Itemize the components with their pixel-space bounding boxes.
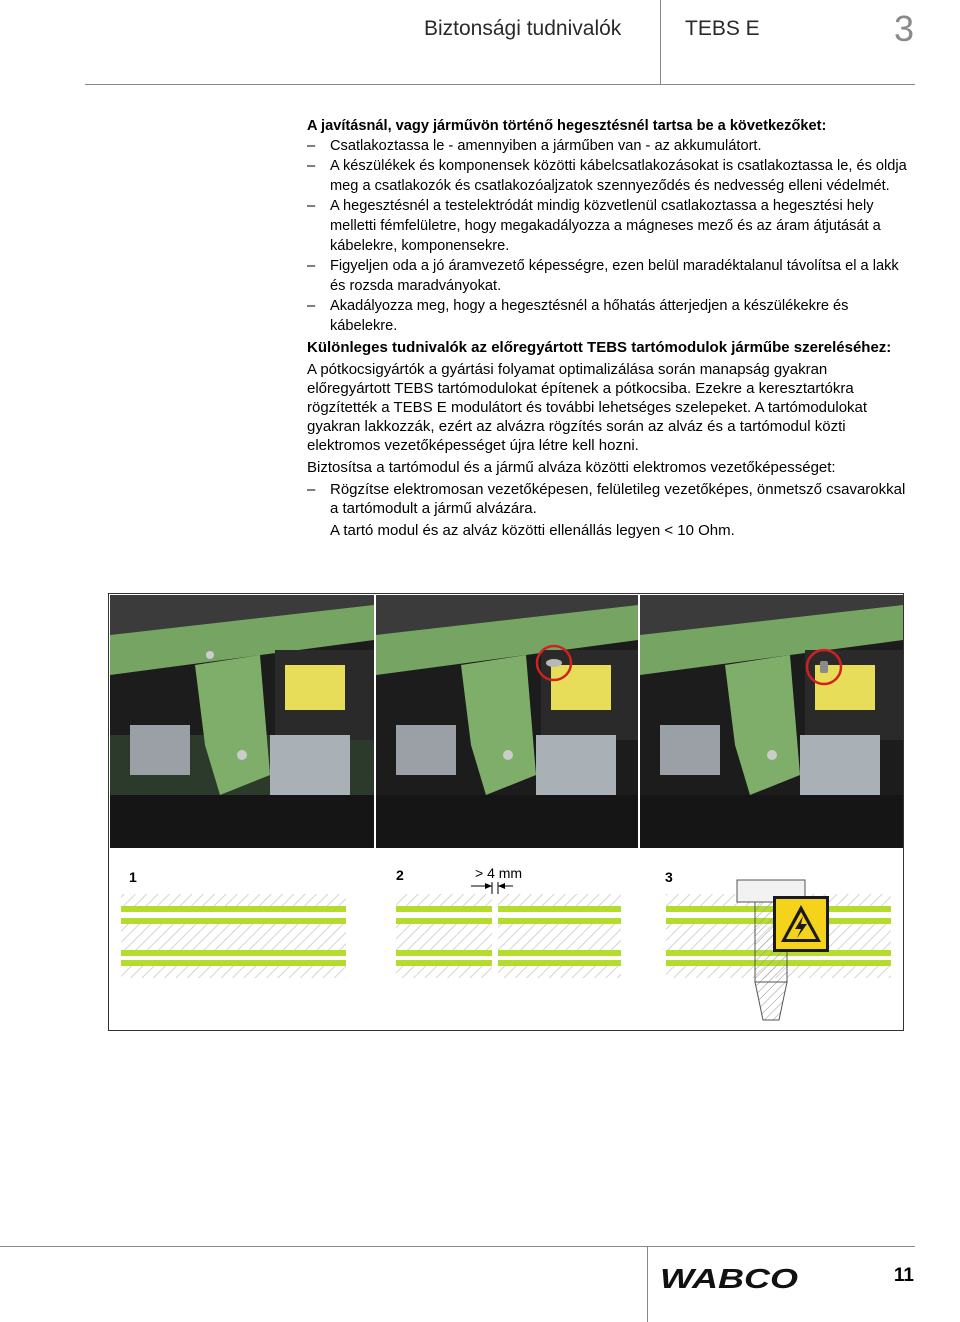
resistance-note: A tartó modul és az alváz közötti ellenállás legyen < 10 Ohm. xyxy=(330,522,735,539)
photo-2 xyxy=(376,595,638,848)
cross-section-diagram xyxy=(109,852,903,1030)
figure-label-1: 1 xyxy=(129,869,137,885)
electric-warning-icon xyxy=(773,896,829,952)
header-divider-vertical xyxy=(660,0,661,84)
header-rule xyxy=(85,84,915,85)
page-number: 11 xyxy=(893,1265,914,1286)
dimension-label: > 4 mm xyxy=(475,865,523,881)
footer-divider-vertical xyxy=(647,1246,648,1322)
modules-heading: Különleges tudnivalók az előregyártott TEBS tartómodulok járműbe szereléséhez: xyxy=(307,339,892,356)
section-2-layers xyxy=(396,882,621,980)
svg-text:WABCO: WABCO xyxy=(660,1264,799,1292)
photo-1 xyxy=(110,595,374,848)
list-item: – Akadályozza meg, hogy a hegesztésnél a hőhatás átterjedjen a készülékekre és kábelekre. xyxy=(307,296,907,336)
list-item: – Rögzítse elektromosan vezetőképesen, felületileg vezetőképes, önmetsző csavarokkal a tartómodult a jármű alvázára. xyxy=(307,480,907,518)
section-3-layers xyxy=(666,880,891,1020)
figure-label-2: 2 xyxy=(396,867,404,883)
wabco-logo xyxy=(660,1264,800,1292)
section-title: Biztonsági tudnivalók xyxy=(424,17,622,40)
list-item: – A hegesztésnél a testelektródát mindig közvetlenül csatlakoztassa a hegesztési hely melletti fémfelületre, hogy megakadályozza a mágneses mező és az áram átjutását a kábelekre, komponensekre. xyxy=(307,196,907,256)
section-1-layers xyxy=(121,894,346,978)
welding-list xyxy=(307,136,907,336)
chapter-number: 3 xyxy=(893,8,914,49)
list-item: – Figyeljen oda a jó áramvezető képességre, ezen belül maradéktalanul távolítsa el a lakk és rozsda maradványokat. xyxy=(307,256,907,296)
ensure-line: Biztosítsa a tartómodul és a jármű alváza közötti elektromos vezetőképességet: xyxy=(307,459,836,476)
list-item: – A készülékek és komponensek közötti kábelcsatlakozásokat is csatlakoztassa le, és oldja meg a csatlakozók és csatlakozóaljzatok szennyeződés és nedvesség elleni védelmét. xyxy=(307,156,907,196)
modules-paragraph: A pótkocsigyártók a gyártási folyamat optimalizálása során manapság gyakran előregyártott TEBS tartómodulokat építenek a pótkocsiba. Ezekre a keresztartókra rögzítették a TEBS E modulátort és további lehetséges szelepeket. A tartómodulokat gyakran lakkozzák, ezért az alvázra rögzítés során az alváz és a tartómodul közti elektromos vezetőképességet újra létre kell hozni. xyxy=(307,361,868,454)
welding-heading: A javításnál, vagy járművön történő hegesztésnél tartsa be a következőket: xyxy=(307,118,827,134)
page-content xyxy=(307,116,907,540)
product-title: TEBS E xyxy=(685,17,760,40)
mounting-figure xyxy=(108,593,904,1031)
ensure-list xyxy=(307,480,907,518)
list-item: – Csatlakoztassa le - amennyiben a járműben van - az akkumulátort. xyxy=(307,136,907,156)
footer-rule xyxy=(0,1246,915,1247)
figure-label-3: 3 xyxy=(665,869,673,885)
photo-3 xyxy=(640,595,903,848)
